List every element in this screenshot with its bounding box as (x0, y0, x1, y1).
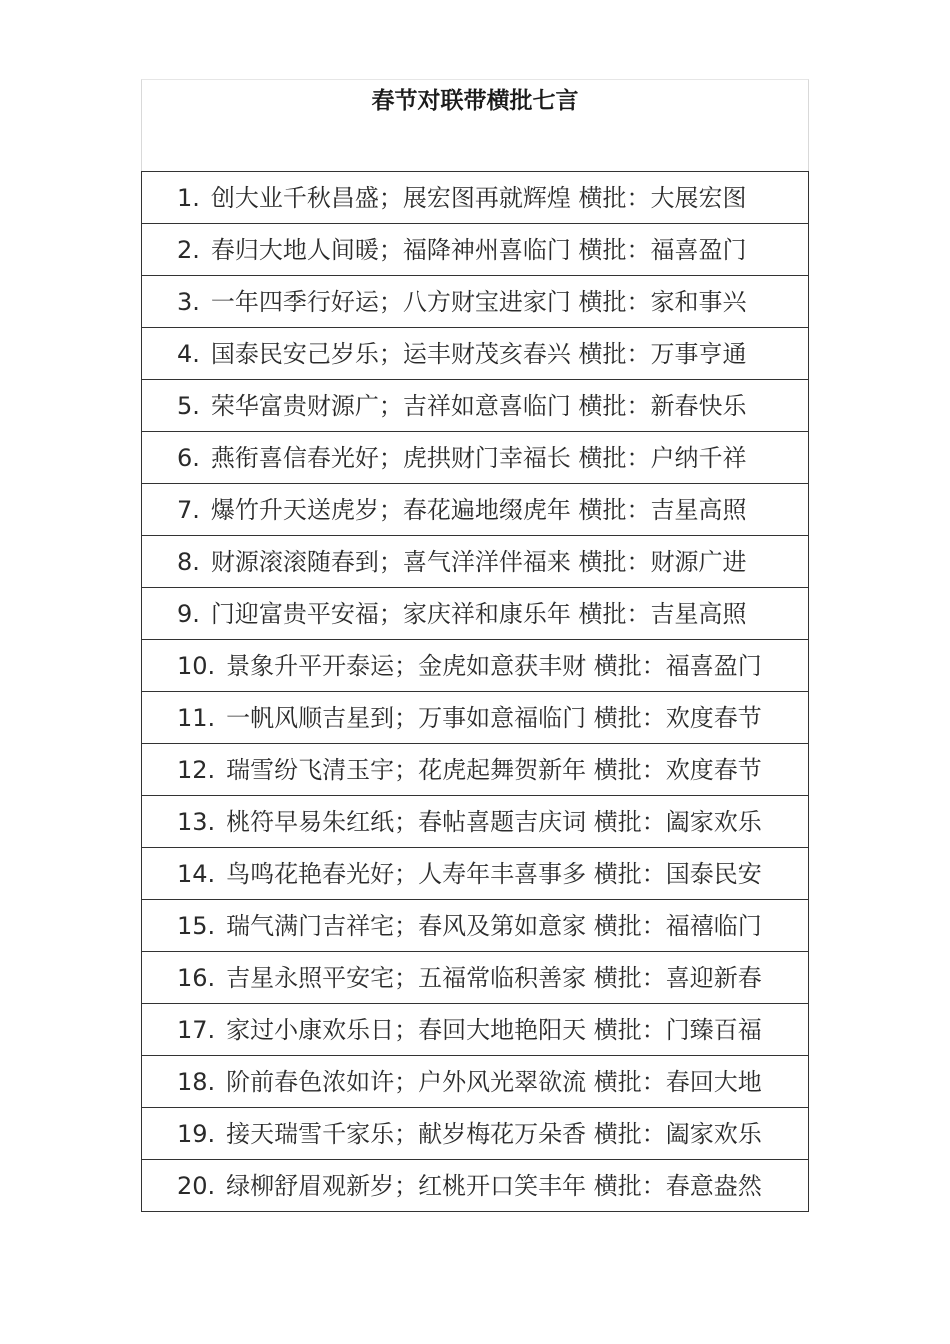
couplet-number: 15. (177, 911, 216, 940)
couplet-row (142, 692, 808, 744)
couplet-number: 11. (177, 703, 216, 732)
couplet-number: 6. (177, 443, 200, 472)
couplet-number: 4. (177, 339, 200, 368)
couplet-row (142, 484, 808, 536)
couplet-text: 鸟鸣花艳春光好；人寿年丰喜事多 横批：国泰民安 (226, 859, 762, 888)
couplet-number: 14. (177, 859, 216, 888)
couplet-row (142, 796, 808, 848)
couplet-text: 春归大地人间暖；福降神州喜临门 横批：福喜盈门 (210, 235, 747, 264)
couplet-text: 瑞气满门吉祥宅；春风及第如意家 横批：福禧临门 (226, 911, 762, 940)
couplet-text: 阶前春色浓如许；户外风光翠欲流 横批：春回大地 (226, 1067, 762, 1096)
couplet-text: 绿柳舒眉观新岁；红桃开口笑丰年 横批：春意盎然 (226, 1171, 762, 1200)
couplet-row (142, 952, 808, 1004)
couplet-row (142, 1108, 808, 1160)
couplet-row (142, 432, 808, 484)
couplet-row (142, 744, 808, 796)
couplet-text: 爆竹升天送虎岁；春花遍地缀虎年 横批：吉星高照 (210, 495, 747, 524)
couplet-number: 7. (177, 495, 200, 524)
couplet-number: 1. (177, 183, 200, 212)
couplet-text: 门迎富贵平安福；家庆祥和康乐年 横批：吉星高照 (210, 599, 747, 628)
couplet-text: 荣华富贵财源广；吉祥如意喜临门 横批：新春快乐 (210, 391, 747, 420)
couplet-list (141, 171, 809, 1212)
couplet-table (141, 79, 809, 1212)
couplet-row (142, 1004, 808, 1056)
couplet-number: 20. (177, 1171, 216, 1200)
couplet-row (142, 1160, 808, 1212)
couplet-number: 10. (177, 651, 216, 680)
couplet-text: 一年四季行好运；八方财宝进家门 横批：家和事兴 (210, 287, 747, 316)
couplet-number: 9. (177, 599, 200, 628)
couplet-row (142, 224, 808, 276)
couplet-row (142, 172, 808, 224)
couplet-text: 接天瑞雪千家乐；献岁梅花万朵香 横批：阖家欢乐 (226, 1119, 762, 1148)
couplet-number: 12. (177, 755, 216, 784)
couplet-text: 燕衔喜信春光好；虎拱财门幸福长 横批：户纳千祥 (210, 443, 747, 472)
couplet-number: 17. (177, 1015, 216, 1044)
couplet-text: 瑞雪纷飞清玉宇；花虎起舞贺新年 横批：欢度春节 (226, 755, 762, 784)
couplet-text: 桃符早易朱红纸；春帖喜题吉庆词 横批：阖家欢乐 (226, 807, 762, 836)
couplet-row (142, 1056, 808, 1108)
couplet-number: 2. (177, 235, 200, 264)
couplet-row (142, 536, 808, 588)
couplet-text: 国泰民安己岁乐；运丰财茂亥春兴 横批：万事亨通 (210, 339, 747, 368)
couplet-row (142, 640, 808, 692)
couplet-number: 16. (177, 963, 216, 992)
couplet-number: 8. (177, 547, 200, 576)
couplet-text: 一帆风顺吉星到；万事如意福临门 横批：欢度春节 (226, 703, 762, 732)
couplet-text: 景象升平开泰运；金虎如意获丰财 横批：福喜盈门 (226, 651, 762, 680)
couplet-row (142, 848, 808, 900)
couplet-number: 13. (177, 807, 216, 836)
couplet-text: 财源滚滚随春到；喜气洋洋伴福来 横批：财源广进 (210, 547, 747, 576)
couplet-text: 创大业千秋昌盛；展宏图再就辉煌 横批：大展宏图 (210, 183, 747, 212)
couplet-number: 3. (177, 287, 200, 316)
couplet-row (142, 380, 808, 432)
couplet-number: 18. (177, 1067, 216, 1096)
page-title: 春节对联带横批七言 (371, 88, 579, 114)
couplet-row (142, 900, 808, 952)
couplet-row (142, 276, 808, 328)
couplet-number: 19. (177, 1119, 216, 1148)
couplet-text: 家过小康欢乐日；春回大地艳阳天 横批：门臻百福 (226, 1015, 762, 1044)
title-cell (141, 79, 809, 171)
couplet-text: 吉星永照平安宅；五福常临积善家 横批：喜迎新春 (226, 963, 762, 992)
couplet-row (142, 328, 808, 380)
couplet-row (142, 588, 808, 640)
couplet-number: 5. (177, 391, 200, 420)
